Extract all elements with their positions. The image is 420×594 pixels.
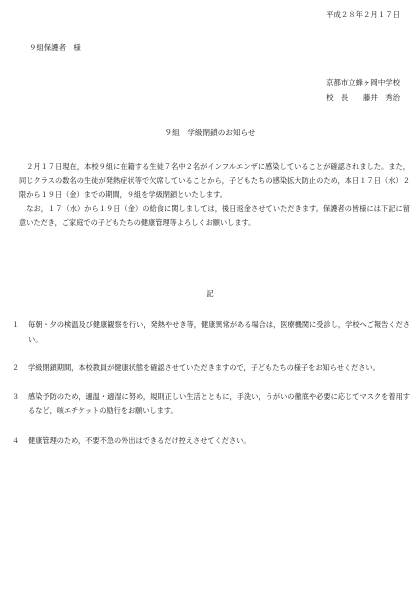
- item-text: 学級閉鎖期間，本校教員が健康状態を確認させていただきますので，子どもたちの様子をお知らせください。: [28, 363, 380, 372]
- body-text: [19, 160, 410, 230]
- list-item: [12, 390, 410, 419]
- body-paragraph-1: ２月１７日現在，本校９組に在籍する生徒７名中２名がインフルエンザに感染していることが確認されました。また，同じクラスの数名の生徒が発熱症状等で欠席していることから，子どもたちの感染拡大防止のため，本日１７日（水）２限から１９日（金）までの期間，９組を学級閉鎖といたします。: [19, 162, 410, 199]
- item-text: 感染予防のため，適温・適湿に努め，規則正しい生活とともに，手洗い，うがいの徹底や必要に応じてマスクを着用するなど，咳エチケットの励行をお願いします。: [28, 391, 410, 415]
- notice-title: ９組 学級閉鎖のお知らせ: [164, 128, 256, 137]
- item-number: １: [12, 320, 20, 329]
- item-number: ２: [12, 363, 20, 372]
- notice-items: [12, 318, 410, 448]
- sender-block: [326, 75, 400, 105]
- item-number: ４: [12, 435, 20, 445]
- sender-school: 京都市立蜂ヶ岡中学校: [326, 78, 400, 87]
- list-item: [12, 318, 410, 347]
- item-text: 健康管理のため，不要不急の外出はできるだけ控えさせてください。: [28, 435, 251, 445]
- item-text: 毎朝・夕の検温及び健康観察を行い，発熱やせき等，健康異常がある場合は，医療機関に受診し，学校へご報告ください。: [28, 320, 410, 344]
- ki-heading: 記: [206, 289, 214, 298]
- body-paragraph-2: なお，１７（水）から１９日（金）の給食に関しましては，後日返金させていただきます。保護者の皆様には下記に留意いただき，ご家庭での子どもたちの健康管理等よろしくお願いします。: [19, 204, 410, 227]
- sender-principal: 校 長 藤井 秀治: [326, 93, 400, 102]
- list-item: [12, 361, 410, 376]
- item-number: ３: [12, 391, 20, 401]
- issue-date: 平成２８年２月１７日: [326, 10, 400, 19]
- list-item: [12, 434, 410, 449]
- addressee: ９組保護者 様: [29, 43, 81, 52]
